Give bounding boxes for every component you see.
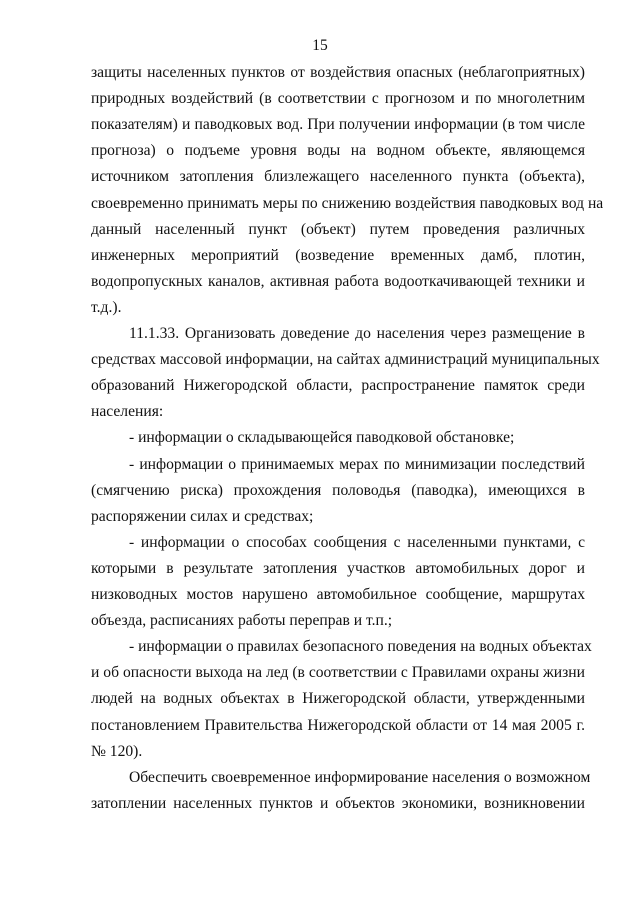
text-line: инженерных мероприятий (возведение временных дамб, плотин, [91, 246, 585, 264]
text-line: затоплении населенных пунктов и объектов экономики, возникновении [91, 794, 585, 812]
text-line: водопропускных каналов, активная работа водооткачивающей техники и [91, 272, 585, 290]
text-line: своевременно принимать меры по снижению воздействия паводковых вод на [91, 194, 604, 212]
text-line: средствах массовой информации, на сайтах администраций муниципальных [91, 351, 600, 369]
text-line: которыми в результате затопления участков автомобильных дорог и [91, 559, 585, 577]
text-line: - информации о способах сообщения с населенными пунктами, с [129, 533, 585, 551]
text-line: Обеспечить своевременное информирование населения о возможном [129, 768, 591, 786]
text-line: 11.1.33. Организовать доведение до населения через размещение в [129, 325, 585, 342]
text-line: данный населенный пункт (объект) путем проведения различных [91, 220, 585, 238]
text-line: людей на водных объектах в Нижегородской области, утвержденными [91, 690, 585, 708]
text-line: (смягчению риска) прохождения половодья (паводка), имеющихся в [91, 481, 585, 499]
text-line: источником затопления близлежащего населенного пункта (объекта), [91, 168, 585, 186]
text-line: № 120). [91, 742, 143, 760]
text-line: т.д.). [91, 298, 122, 316]
text-line: населения: [91, 403, 164, 421]
text-line: природных воздействий (в соответствии с прогнозом и по многолетним [91, 90, 585, 108]
text-line: - информации о складывающейся паводковой обстановке; [129, 429, 515, 447]
text-line: и об опасности выхода на лед (в соответствии с Правилами охраны жизни [91, 664, 585, 682]
text-line: образований Нижегородской области, распространение памяток среди [91, 377, 585, 395]
text-line: - информации о принимаемых мерах по минимизации последствий [129, 455, 585, 473]
text-line: защиты населенных пунктов от воздействия опасных (неблагоприятных) [91, 64, 585, 81]
text-line: низководных мостов нарушено автомобильное сообщение, маршрутах [91, 586, 585, 603]
text-line: - информации о правилах безопасного поведения на водных объектах [129, 638, 592, 656]
text-line: постановлением Правительства Нижегородской области от 14 мая 2005 г. [91, 716, 585, 734]
text-line: объезда, расписаниях работы переправ и т.п.; [91, 612, 393, 630]
text-line: прогноза) о подъеме уровня воды на водном объекте, являющемся [91, 142, 585, 160]
text-line: показателям) и паводковых вод. При получении информации (в том числе [91, 116, 585, 134]
text-line: распоряжении силах и средствах; [91, 507, 314, 525]
page-number: 15 [312, 37, 328, 54]
